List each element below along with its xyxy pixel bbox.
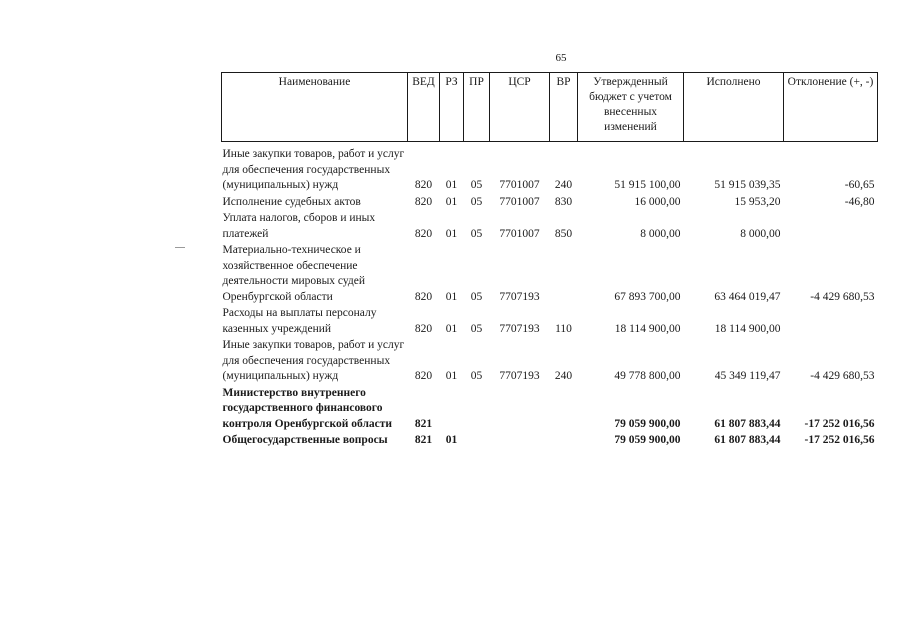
row-approved: 49 778 800,00 (614, 370, 681, 382)
row-name: Министерство внутреннего государственного финансового контроля Оренбургской области (222, 386, 393, 430)
header-row (222, 73, 878, 142)
row-rz: 01 (445, 179, 458, 191)
row-vr (550, 433, 578, 450)
row-vr: 850 (554, 227, 573, 240)
row-rz: 01 (445, 434, 458, 446)
row-csr: 7701007 (499, 179, 540, 191)
row-csr: 7701007 (499, 195, 540, 208)
table-row (222, 147, 878, 195)
row-ved: 820 (414, 227, 433, 240)
table-row (222, 386, 878, 434)
row-vr (550, 386, 578, 434)
row-executed: 8 000,00 (740, 227, 781, 240)
col-header-executed: Исполнено (684, 73, 784, 142)
row-ved: 820 (414, 322, 433, 335)
row-approved: 16 000,00 (634, 195, 681, 208)
col-header-deviation: Отклонение (+, -) (784, 73, 878, 142)
row-executed: 18 114 900,00 (714, 322, 781, 335)
row-deviation (784, 211, 878, 243)
page-number: 65 (555, 52, 567, 64)
row-pr: 05 (470, 370, 483, 382)
table-row (222, 433, 878, 450)
table-row (222, 338, 878, 386)
row-rz: 01 (445, 322, 458, 335)
row-executed: 15 953,20 (734, 195, 781, 208)
row-rz (440, 386, 464, 434)
row-deviation: -17 252 016,56 (804, 434, 875, 446)
row-vr (550, 243, 578, 306)
row-ved: 820 (414, 195, 433, 208)
row-ved: 820 (414, 290, 433, 303)
row-approved: 79 059 900,00 (614, 417, 681, 430)
row-csr: 7701007 (499, 227, 540, 240)
row-csr (490, 386, 550, 434)
row-ved: 820 (414, 179, 433, 191)
row-executed: 61 807 883,44 (714, 417, 781, 430)
row-deviation: -60,65 (844, 179, 875, 191)
row-vr: 240 (554, 370, 573, 382)
row-name: Расходы на выплаты персоналу казенных учреждений (222, 307, 377, 335)
row-approved: 79 059 900,00 (614, 434, 681, 446)
row-csr: 7707193 (499, 370, 540, 382)
row-pr: 05 (470, 322, 483, 335)
col-header-pr: ПР (464, 73, 490, 142)
row-vr: 240 (554, 179, 573, 191)
row-deviation: -46,80 (844, 195, 875, 208)
col-header-ved: ВЕД (408, 73, 440, 142)
row-pr: 05 (470, 290, 483, 303)
row-pr: 05 (470, 179, 483, 191)
row-ved: 820 (414, 370, 433, 382)
row-csr: 7707193 (499, 290, 540, 303)
row-rz: 01 (445, 227, 458, 240)
row-ved: 821 (414, 434, 433, 446)
row-vr: 830 (554, 195, 573, 208)
row-pr: 05 (470, 227, 483, 240)
row-pr (464, 433, 490, 450)
row-rz: 01 (445, 195, 458, 208)
row-approved: 51 915 100,00 (614, 179, 681, 191)
row-ved: 821 (414, 417, 433, 430)
row-executed: 51 915 039,35 (714, 179, 781, 191)
row-name: Иные закупки товаров, работ и услуг для обеспечения государственных (муниципальных) нужд (222, 339, 405, 382)
col-header-csr: ЦСР (490, 73, 550, 142)
row-approved: 18 114 900,00 (614, 322, 681, 335)
col-header-vr: ВР (550, 73, 578, 142)
row-name: Общегосударственные вопросы (222, 434, 388, 446)
margin-mark (175, 247, 185, 248)
row-pr: 05 (470, 195, 483, 208)
row-pr (464, 386, 490, 434)
table-row (222, 243, 878, 306)
table-row (222, 211, 878, 243)
row-name: Исполнение судебных актов (222, 195, 361, 208)
row-csr (490, 433, 550, 450)
row-executed: 63 464 019,47 (714, 290, 781, 303)
row-approved: 67 893 700,00 (614, 290, 681, 303)
table-row (222, 195, 878, 212)
row-deviation: -4 429 680,53 (810, 290, 875, 303)
row-name: Иные закупки товаров, работ и услуг для обеспечения государственных (муниципальных) нужд (222, 148, 405, 191)
row-vr: 110 (555, 322, 572, 335)
col-header-rz: РЗ (440, 73, 464, 142)
row-executed: 61 807 883,44 (714, 434, 781, 446)
row-rz: 01 (445, 370, 458, 382)
row-deviation: -17 252 016,56 (804, 417, 875, 430)
row-deviation: -4 429 680,53 (810, 370, 875, 382)
budget-table (221, 72, 878, 450)
row-executed: 45 349 119,47 (714, 370, 781, 382)
col-header-approved: Утвержденный бюджет с учетом внесенных изменений (578, 73, 684, 142)
col-header-name: Наименование (222, 73, 408, 142)
table-row (222, 306, 878, 338)
row-deviation (784, 306, 878, 338)
row-rz: 01 (445, 290, 458, 303)
row-name: Материально-техническое и хозяйственное обеспечение деятельности мировых судей Оренбургской области (222, 244, 366, 303)
row-csr: 7707193 (499, 322, 540, 335)
row-name: Уплата налогов, сборов и иных платежей (222, 212, 376, 240)
row-approved: 8 000,00 (640, 227, 681, 240)
